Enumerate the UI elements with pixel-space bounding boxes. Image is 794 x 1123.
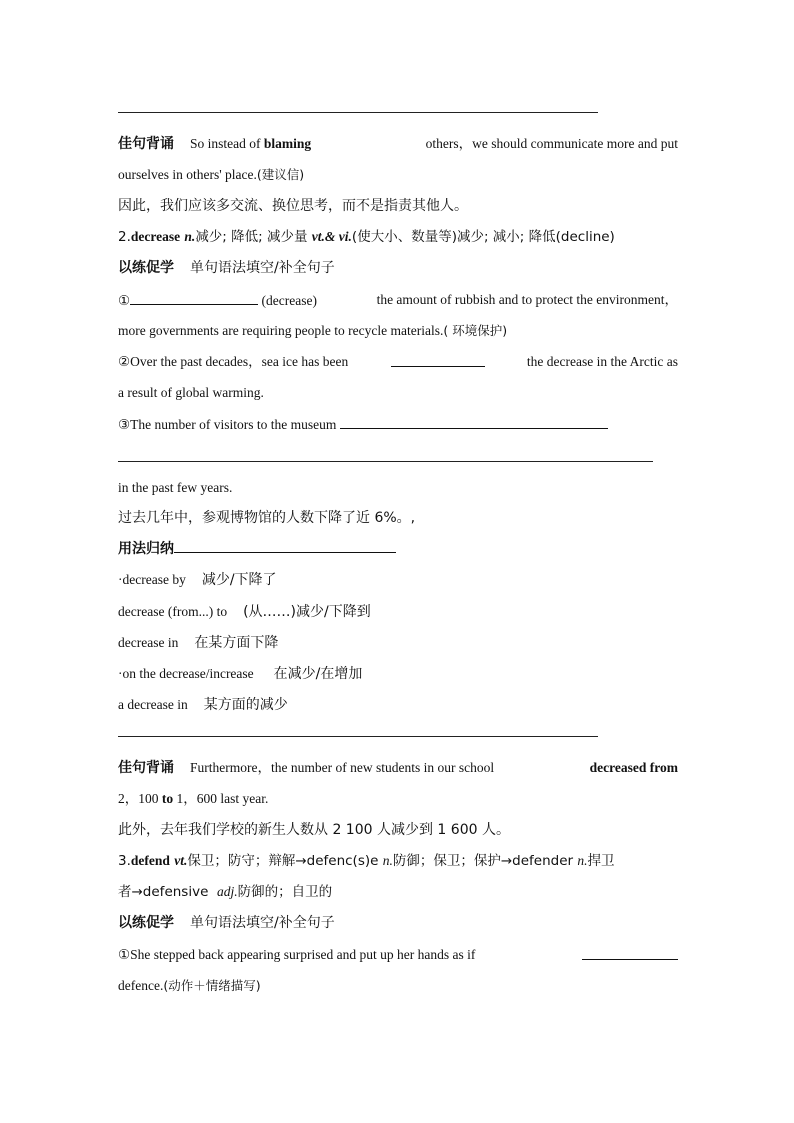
sentence-recite-1-line1: 佳句背诵 So instead of blaming others，we should communicate more and put <box>118 136 678 152</box>
heading-rule <box>174 543 396 553</box>
usage-item: decrease (from...) to (从……)减少/下降到 <box>118 604 371 620</box>
divider-line <box>118 112 598 113</box>
usage-summary-heading: 用法归纳 <box>118 539 396 559</box>
sentence-recite-1-translation: 因此，我们应该多交流、换位思考，而不是指责其他人。 <box>118 198 468 214</box>
practice-heading: 以练促学 单句语法填空/补全句子 <box>118 915 335 931</box>
sentence-recite-2-line1: 佳句背诵 Furthermore，the number of new students in our school decreased from <box>118 760 678 776</box>
usage-item: ·decrease by 减少/下降了 <box>118 572 277 588</box>
practice-2-q3-line3: in the past few years. <box>118 480 233 495</box>
sentence-recite-label: 佳句背诵 <box>118 136 174 152</box>
practice-2-q2-line1: ②Over the past decades，sea ice has been the decrease in the Arctic as <box>118 354 678 369</box>
practice-2-q2-line2: a result of global warming. <box>118 385 264 400</box>
practice-heading: 以练促学 单句语法填空/补全句子 <box>118 260 335 276</box>
usage-item: a decrease in 某方面的减少 <box>118 697 288 713</box>
sentence-recite-1-line2: ourselves in others' place.(建议信) <box>118 167 305 182</box>
practice-2-q3-line1: ③The number of visitors to the museum <box>118 414 608 435</box>
word-entry-decrease: 2.decrease n.减少; 降低; 减少量 vt.& vi.(使大小、数量等)减少; 减小; 降低(decline) <box>118 229 615 245</box>
practice-2-q1-line1: ① (decrease) the amount of rubbish and to protect the environment， <box>118 292 678 308</box>
word-entry-defend-line2: 者→defensive adj.防御的；自卫的 <box>118 884 333 900</box>
blank-input[interactable] <box>340 414 608 429</box>
sentence-recite-2-line2: 2，100 to 1，600 last year. <box>118 791 269 806</box>
practice-2-q3-translation: 过去几年中，参观博物馆的人数下降了近 6%。, <box>118 510 416 526</box>
usage-item: ·on the decrease/increase 在减少/在增加 <box>118 666 363 682</box>
blank-input[interactable] <box>130 290 258 305</box>
practice-2-q1-line2: more governments are requiring people to recycle materials.( 环境保护) <box>118 323 508 338</box>
sentence-recite-2-translation: 此外，去年我们学校的新生人数从 2 100 人减少到 1 600 人。 <box>118 822 510 838</box>
usage-item: decrease in 在某方面下降 <box>118 635 279 651</box>
blank-input[interactable] <box>582 945 678 960</box>
word-entry-defend: 3.defend vt.保卫；防守；辩解→defenc(s)e n.防御；保卫；保护→defender n.捍卫 <box>118 853 615 869</box>
practice-3-q1-line2: defence.(动作＋情绪描写) <box>118 978 261 993</box>
blank-input[interactable] <box>391 352 485 367</box>
practice-3-q1-line1: ①She stepped back appearing surprised and put up her hands as if <box>118 945 678 965</box>
blank-line[interactable] <box>118 461 653 462</box>
divider-line <box>118 736 598 737</box>
